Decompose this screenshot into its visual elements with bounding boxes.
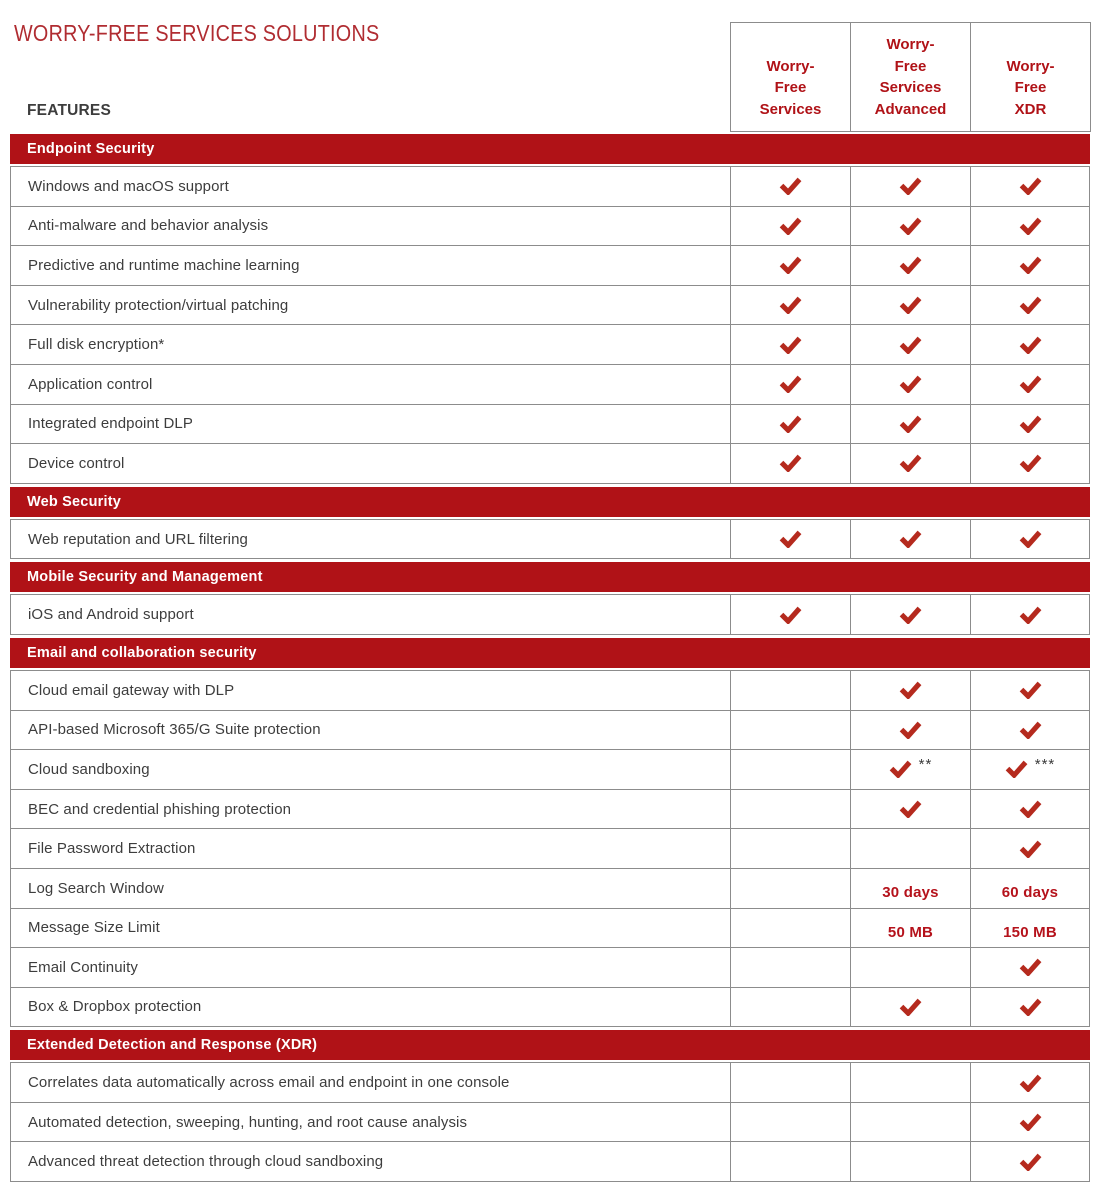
- cell-value: 30 days: [882, 884, 939, 902]
- check-icon: [1005, 760, 1028, 778]
- value-cell: [730, 1142, 850, 1181]
- value-cell: [730, 405, 850, 444]
- value-cell: [730, 750, 850, 789]
- table-row: [11, 325, 1089, 365]
- table-row: [11, 1063, 1089, 1103]
- plan-column-header: Worry- Free Services Advanced: [850, 22, 971, 132]
- check-icon: [899, 606, 922, 624]
- table-row: [11, 948, 1089, 988]
- check-icon: [1019, 177, 1042, 195]
- feature-label: Full disk encryption*: [28, 336, 165, 354]
- value-cell: [730, 711, 850, 750]
- check-icon: [899, 217, 922, 235]
- value-cell: [970, 869, 1089, 908]
- feature-label: Email Continuity: [28, 958, 138, 976]
- feature-label: Anti-malware and behavior analysis: [28, 217, 269, 235]
- check-icon: [1019, 217, 1042, 235]
- value-cell: [730, 167, 850, 206]
- feature-label: BEC and credential phishing protection: [28, 800, 292, 818]
- table-row: [11, 750, 1089, 790]
- feature-label: iOS and Android support: [28, 606, 194, 624]
- check-icon: [1019, 530, 1042, 548]
- plan-column-header: Worry- Free Services: [730, 22, 851, 132]
- footnote-marker: **: [918, 755, 933, 773]
- value-cell: [850, 207, 970, 246]
- feature-label: Automated detection, sweeping, hunting, and root cause analysis: [28, 1113, 468, 1131]
- value-cell: [730, 325, 850, 364]
- value-cell: [730, 948, 850, 987]
- table-row: [11, 286, 1089, 326]
- feature-label: File Password Extraction: [28, 840, 196, 858]
- check-icon: [779, 217, 802, 235]
- feature-label: Web reputation and URL filtering: [28, 530, 248, 548]
- value-cell: [970, 829, 1089, 868]
- feature-label: Log Search Window: [28, 879, 164, 897]
- table-row: [11, 246, 1089, 286]
- check-icon: [899, 256, 922, 274]
- value-cell: [850, 988, 970, 1027]
- table-row: [11, 444, 1089, 484]
- value-cell: [850, 829, 970, 868]
- value-cell: [970, 167, 1089, 206]
- page-title: WORRY-FREE SERVICES SOLUTIONS: [14, 20, 380, 46]
- check-icon: [1019, 296, 1042, 314]
- footnote-marker: ***: [1034, 755, 1056, 773]
- value-cell: [730, 1063, 850, 1102]
- check-icon: [779, 606, 802, 624]
- section-header: Extended Detection and Response (XDR): [10, 1030, 1090, 1060]
- value-cell: [970, 1063, 1089, 1102]
- value-cell: [850, 286, 970, 325]
- feature-label: Device control: [28, 454, 125, 472]
- check-icon: [899, 800, 922, 818]
- value-cell: [850, 711, 970, 750]
- value-cell: [970, 750, 1089, 789]
- table-row: [11, 1142, 1089, 1182]
- value-cell: [970, 246, 1089, 285]
- table-row: [11, 909, 1089, 949]
- check-icon: [1019, 840, 1042, 858]
- value-cell: [850, 167, 970, 206]
- value-cell: [970, 286, 1089, 325]
- value-cell: [850, 1142, 970, 1181]
- value-cell: [850, 909, 970, 948]
- check-icon: [779, 375, 802, 393]
- value-cell: [850, 948, 970, 987]
- value-cell: [730, 869, 850, 908]
- feature-label: Correlates data automatically across email and endpoint in one console: [28, 1074, 510, 1092]
- value-cell: [730, 246, 850, 285]
- check-icon: [1019, 800, 1042, 818]
- check-icon: [889, 760, 912, 778]
- value-cell: [970, 405, 1089, 444]
- table-row: [11, 595, 1089, 635]
- cell-value: 150 MB: [1003, 923, 1057, 941]
- feature-label: Cloud email gateway with DLP: [28, 681, 235, 699]
- value-cell: [730, 1103, 850, 1142]
- feature-label: Box & Dropbox protection: [28, 998, 202, 1016]
- value-cell: [730, 444, 850, 483]
- value-cell: [970, 520, 1089, 559]
- table-row: [11, 207, 1089, 247]
- feature-label: Advanced threat detection through cloud sandboxing: [28, 1153, 384, 1171]
- value-cell: [970, 671, 1089, 710]
- check-icon: [1019, 1074, 1042, 1092]
- section-header: Mobile Security and Management: [10, 562, 1090, 592]
- value-cell: [850, 869, 970, 908]
- section-rows: [10, 166, 1090, 484]
- value-cell: [850, 671, 970, 710]
- feature-label: Cloud sandboxing: [28, 760, 150, 778]
- value-cell: [970, 1142, 1089, 1181]
- value-cell: [730, 365, 850, 404]
- check-icon: [1019, 415, 1042, 433]
- value-cell: [970, 365, 1089, 404]
- feature-label: Predictive and runtime machine learning: [28, 256, 300, 274]
- feature-label: API-based Microsoft 365/G Suite protection: [28, 721, 321, 739]
- value-cell: [730, 286, 850, 325]
- check-icon: [1019, 721, 1042, 739]
- value-cell: [850, 444, 970, 483]
- section-rows: [10, 1062, 1090, 1182]
- table-row: [11, 671, 1089, 711]
- section-rows: [10, 670, 1090, 1027]
- value-cell: [730, 829, 850, 868]
- cell-value: 60 days: [1001, 884, 1059, 902]
- table-row: [11, 711, 1089, 751]
- value-cell: [730, 909, 850, 948]
- check-icon: [1019, 998, 1042, 1016]
- check-icon: [1019, 256, 1042, 274]
- check-icon: [899, 721, 922, 739]
- value-cell: [970, 325, 1089, 364]
- check-icon: [899, 998, 922, 1016]
- value-cell: [850, 790, 970, 829]
- value-cell: [850, 365, 970, 404]
- value-cell: [850, 750, 970, 789]
- table-row: [11, 869, 1089, 909]
- value-cell: [970, 1103, 1089, 1142]
- check-icon: [779, 256, 802, 274]
- value-cell: [730, 790, 850, 829]
- check-icon: [779, 296, 802, 314]
- value-cell: [970, 790, 1089, 829]
- section-header: Endpoint Security: [10, 134, 1090, 164]
- table-row: [11, 790, 1089, 830]
- table-row: [11, 405, 1089, 445]
- value-cell: [730, 520, 850, 559]
- feature-label: Message Size Limit: [28, 919, 160, 937]
- section-rows: [10, 519, 1090, 560]
- check-icon: [1019, 454, 1042, 472]
- plan-column-header: Worry- Free XDR: [970, 22, 1091, 132]
- check-icon: [899, 375, 922, 393]
- check-icon: [779, 415, 802, 433]
- value-cell: [970, 711, 1089, 750]
- value-cell: [850, 1103, 970, 1142]
- value-cell: [970, 207, 1089, 246]
- value-cell: [970, 988, 1089, 1027]
- table-row: [11, 1103, 1089, 1143]
- table-row: [11, 829, 1089, 869]
- value-cell: [850, 595, 970, 634]
- check-icon: [1019, 606, 1042, 624]
- feature-label: Windows and macOS support: [28, 177, 229, 195]
- section-rows: [10, 594, 1090, 635]
- check-icon: [899, 336, 922, 354]
- value-cell: [970, 948, 1089, 987]
- feature-comparison-table: [10, 134, 1090, 1182]
- feature-label: Integrated endpoint DLP: [28, 415, 193, 433]
- check-icon: [779, 530, 802, 548]
- section-header: Email and collaboration security: [10, 638, 1090, 668]
- check-icon: [779, 454, 802, 472]
- plan-column-headers: [730, 22, 1091, 132]
- check-icon: [899, 177, 922, 195]
- table-row: [11, 520, 1089, 560]
- value-cell: [730, 988, 850, 1027]
- check-icon: [899, 454, 922, 472]
- check-icon: [899, 296, 922, 314]
- value-cell: [730, 207, 850, 246]
- check-icon: [899, 530, 922, 548]
- check-icon: [1019, 375, 1042, 393]
- value-cell: [730, 671, 850, 710]
- check-icon: [1019, 958, 1042, 976]
- check-icon: [779, 336, 802, 354]
- table-row: [11, 365, 1089, 405]
- feature-label: Application control: [28, 375, 153, 393]
- features-column-header: FEATURES: [27, 102, 111, 119]
- value-cell: [970, 909, 1089, 948]
- check-icon: [899, 415, 922, 433]
- cell-value: 50 MB: [887, 923, 934, 941]
- value-cell: [970, 444, 1089, 483]
- check-icon: [1019, 681, 1042, 699]
- value-cell: [850, 520, 970, 559]
- value-cell: [850, 1063, 970, 1102]
- check-icon: [779, 177, 802, 195]
- check-icon: [899, 681, 922, 699]
- check-icon: [1019, 1153, 1042, 1171]
- section-header: Web Security: [10, 487, 1090, 517]
- check-icon: [1019, 336, 1042, 354]
- value-cell: [850, 325, 970, 364]
- check-icon: [1019, 1113, 1042, 1131]
- value-cell: [850, 246, 970, 285]
- value-cell: [730, 595, 850, 634]
- table-row: [11, 167, 1089, 207]
- value-cell: [850, 405, 970, 444]
- feature-label: Vulnerability protection/virtual patching: [28, 296, 289, 314]
- value-cell: [970, 595, 1089, 634]
- table-row: [11, 988, 1089, 1028]
